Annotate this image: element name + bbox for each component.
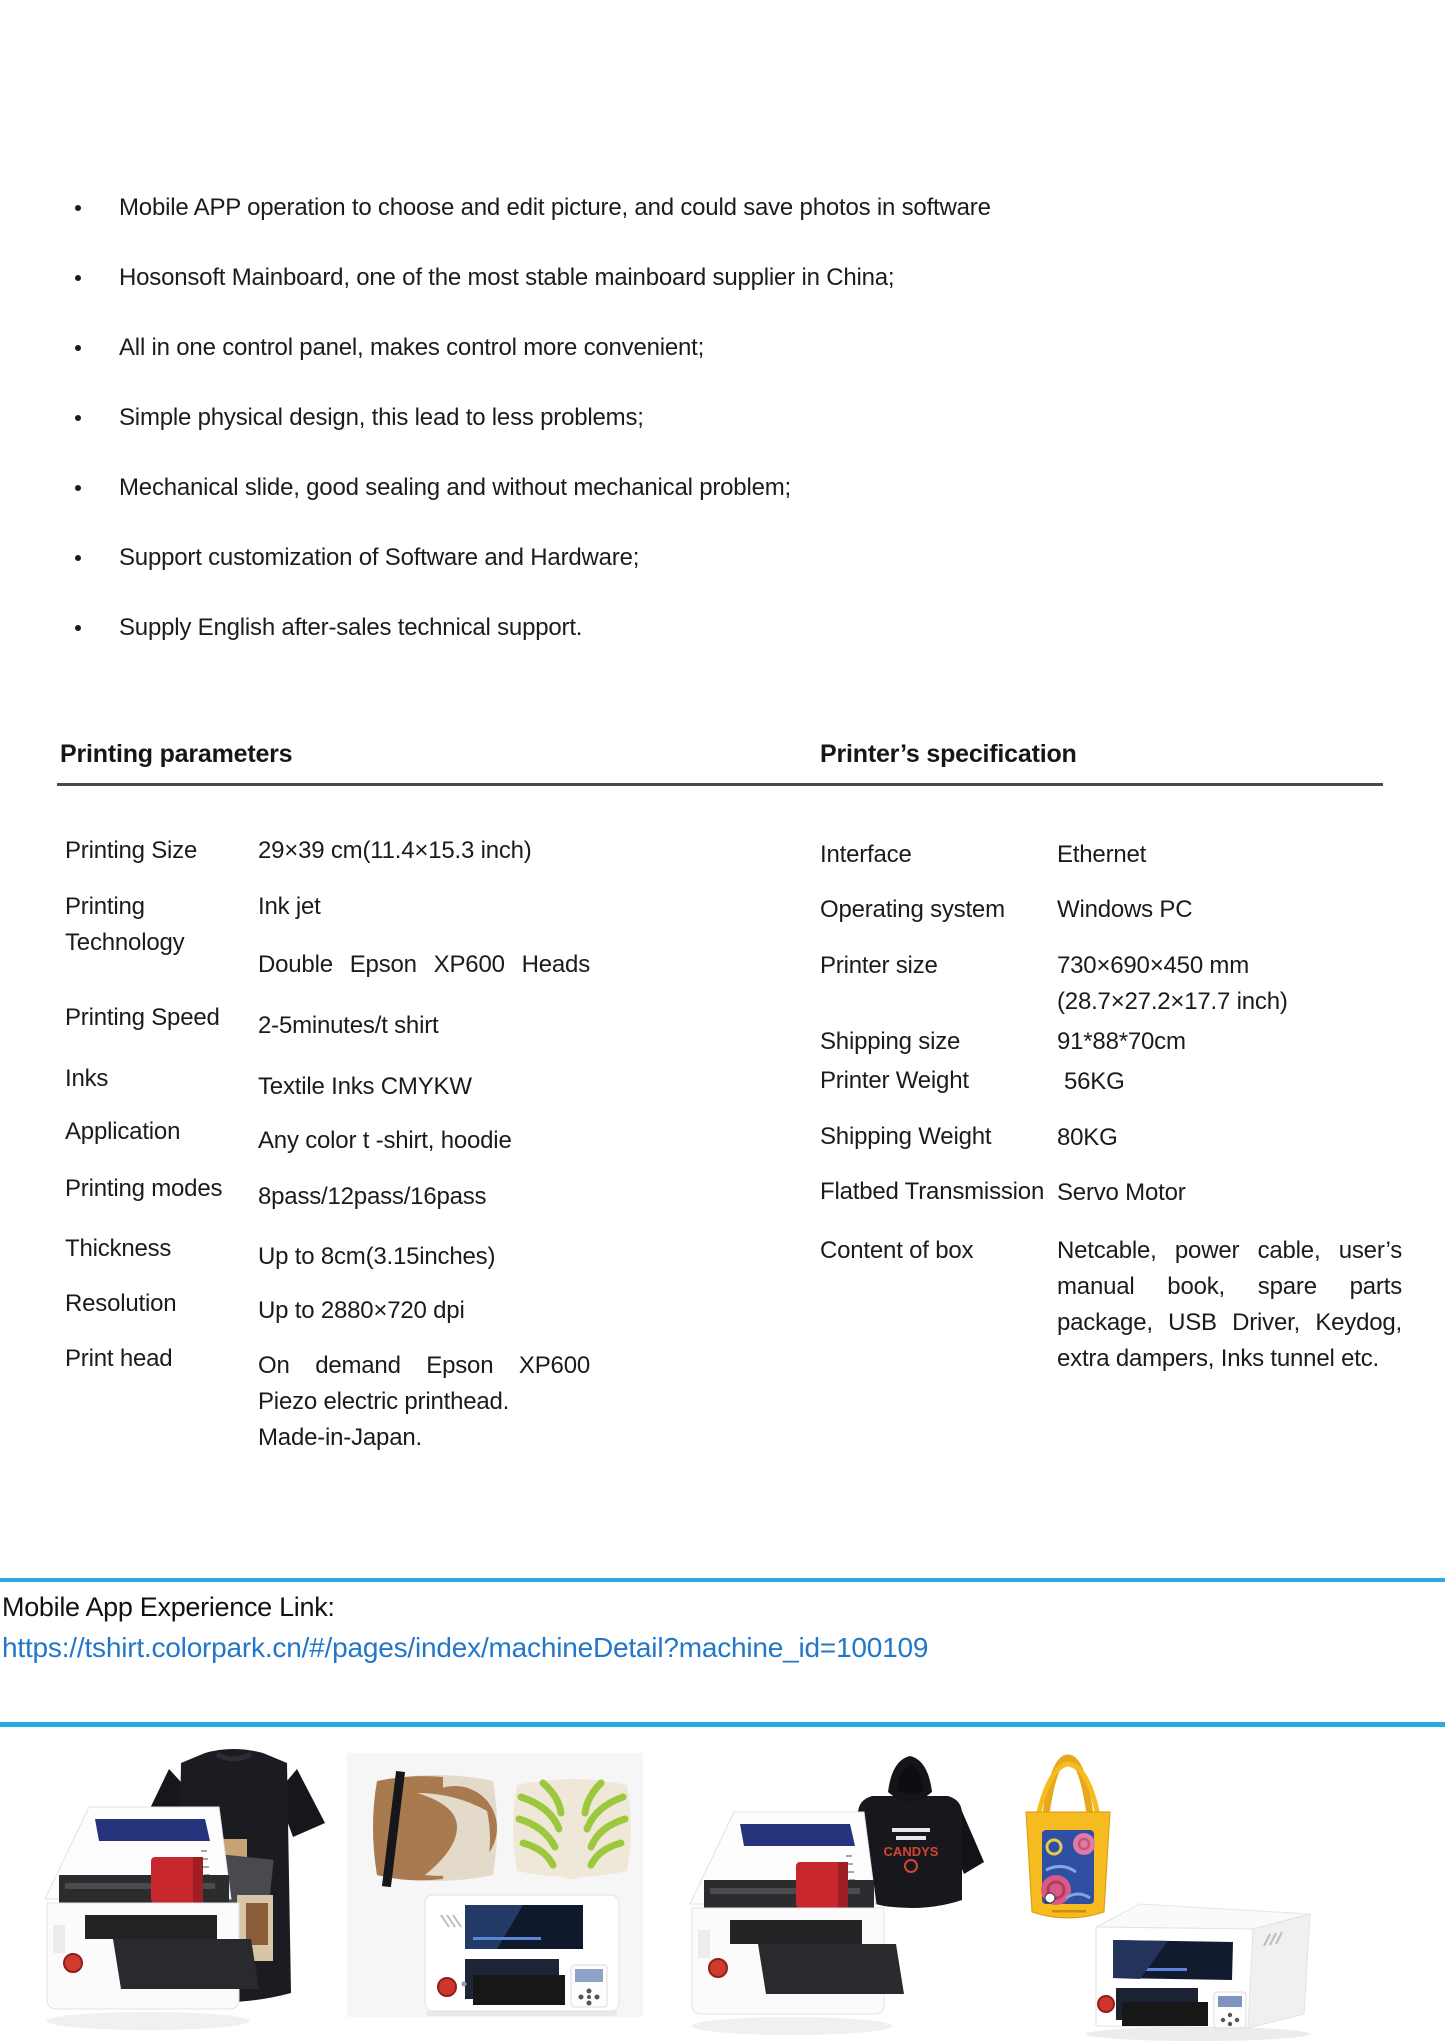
bullet-icon: [75, 205, 81, 211]
feature-item: [75, 405, 1195, 430]
spec-value: 29×39 cm(11.4×15.3 inch): [258, 837, 532, 864]
spec-label: Operating system: [820, 896, 1005, 923]
spec-value: 91*88*70cm: [1057, 1028, 1186, 1055]
spec-value: Made-in-Japan.: [258, 1424, 422, 1451]
bullet-icon: [75, 415, 81, 421]
spec-value: Up to 8cm(3.15inches): [258, 1243, 496, 1270]
feature-list: [75, 195, 1195, 685]
spec-label: Printing modes: [65, 1175, 223, 1202]
spec-value: 2-5minutes/t shirt: [258, 1012, 439, 1039]
feature-text: Mechanical slide, good sealing and without mechanical problem;: [119, 474, 791, 501]
spec-label: Printing Technology: [65, 893, 185, 956]
table-header-rule: [57, 783, 1383, 786]
spec-value: 56KG: [1064, 1068, 1125, 1095]
spec-label: Shipping Weight: [820, 1123, 992, 1150]
flatbed-printer-angled-image: [1086, 1904, 1310, 2041]
feature-text: Mobile APP operation to choose and edit picture, and could save photos in software: [119, 194, 991, 221]
spec-value: Any color t -shirt, hoodie: [258, 1127, 512, 1154]
spec-value: Textile Inks CMYKW: [258, 1073, 472, 1100]
spec-label: Interface: [820, 841, 912, 868]
bullet-icon: [75, 555, 81, 561]
printer-specification-title: Printer’s specification: [820, 740, 1077, 768]
photo-totebag-with-printer: [1018, 1752, 1315, 2042]
spec-label: Printer size: [820, 952, 938, 979]
feature-item: [75, 265, 1195, 290]
spec-value: Ethernet: [1057, 841, 1147, 868]
section-divider-line: [0, 1578, 1445, 1582]
feature-item: [75, 335, 1195, 360]
spec-value: 80KG: [1057, 1124, 1118, 1151]
photo-pillows-with-printer: [347, 1753, 643, 2017]
bullet-icon: [75, 625, 81, 631]
spec-value: Servo Motor: [1057, 1179, 1186, 1206]
spec-value: Up to 2880×720 dpi: [258, 1297, 465, 1324]
spec-value: Double Epson XP600 Heads: [258, 951, 590, 978]
spec-value: Windows PC: [1057, 896, 1193, 923]
bullet-icon: [75, 485, 81, 491]
spec-label: Printing Size: [65, 837, 198, 864]
mobile-app-link-heading: Mobile App Experience Link:: [2, 1592, 335, 1622]
photo-printer-with-tshirt: [33, 1747, 333, 2037]
feature-text: Hosonsoft Mainboard, one of the most stable mainboard supplier in China;: [119, 264, 895, 291]
section-divider-line: [0, 1722, 1445, 1727]
spec-label: Flatbed Transmission: [820, 1178, 1045, 1205]
feature-item: [75, 545, 1195, 570]
printing-parameters-title: Printing parameters: [60, 740, 293, 768]
hoodie-print-text: CANDYS: [883, 1844, 939, 1859]
spec-value: (28.7×27.2×17.7 inch): [1057, 988, 1288, 1015]
spec-value: Ink jet: [258, 893, 321, 920]
spec-label: Resolution: [65, 1290, 177, 1317]
flatbed-printer-front-image: [425, 1895, 619, 2016]
spec-label: Application: [65, 1118, 181, 1145]
feature-text: Simple physical design, this lead to less problems;: [119, 404, 644, 431]
bullet-icon: [75, 275, 81, 281]
feature-text: Supply English after-sales technical support.: [119, 614, 583, 641]
photo-printer-with-hoodie: [680, 1750, 985, 2040]
spec-label: Content of box: [820, 1237, 974, 1264]
feature-text: All in one control panel, makes control more convenient;: [119, 334, 705, 361]
zebra-pillow-image: [513, 1779, 631, 1879]
spec-value: On demand Epson XP600 Piezo electric printhead.: [258, 1352, 590, 1415]
spec-label: Print head: [65, 1345, 173, 1372]
tote-bag-image: [1026, 1758, 1110, 1918]
leather-pillow-image: [373, 1771, 497, 1887]
spec-label: Printer Weight: [820, 1067, 969, 1094]
feature-item: [75, 475, 1195, 500]
spec-label: Shipping size: [820, 1028, 961, 1055]
feature-item: [75, 195, 1195, 220]
feature-text: Support customization of Software and Hardware;: [119, 544, 640, 571]
spec-value: 8pass/12pass/16pass: [258, 1183, 487, 1210]
spec-label: Printing Speed: [65, 1004, 220, 1031]
spec-label: Inks: [65, 1065, 109, 1092]
mobile-app-link-url[interactable]: https://tshirt.colorpark.cn/#/pages/index/machineDetail?machine_id=100109: [2, 1632, 929, 1663]
spec-value: 730×690×450 mm: [1057, 952, 1250, 979]
spec-label: Thickness: [65, 1235, 172, 1262]
feature-item: [75, 615, 1195, 640]
spec-value: Netcable, power cable, user’s manual book, spare parts package, USB Driver, Keydog, extra dampers, Inks tunnel etc.: [1057, 1237, 1402, 1372]
bullet-icon: [75, 345, 81, 351]
